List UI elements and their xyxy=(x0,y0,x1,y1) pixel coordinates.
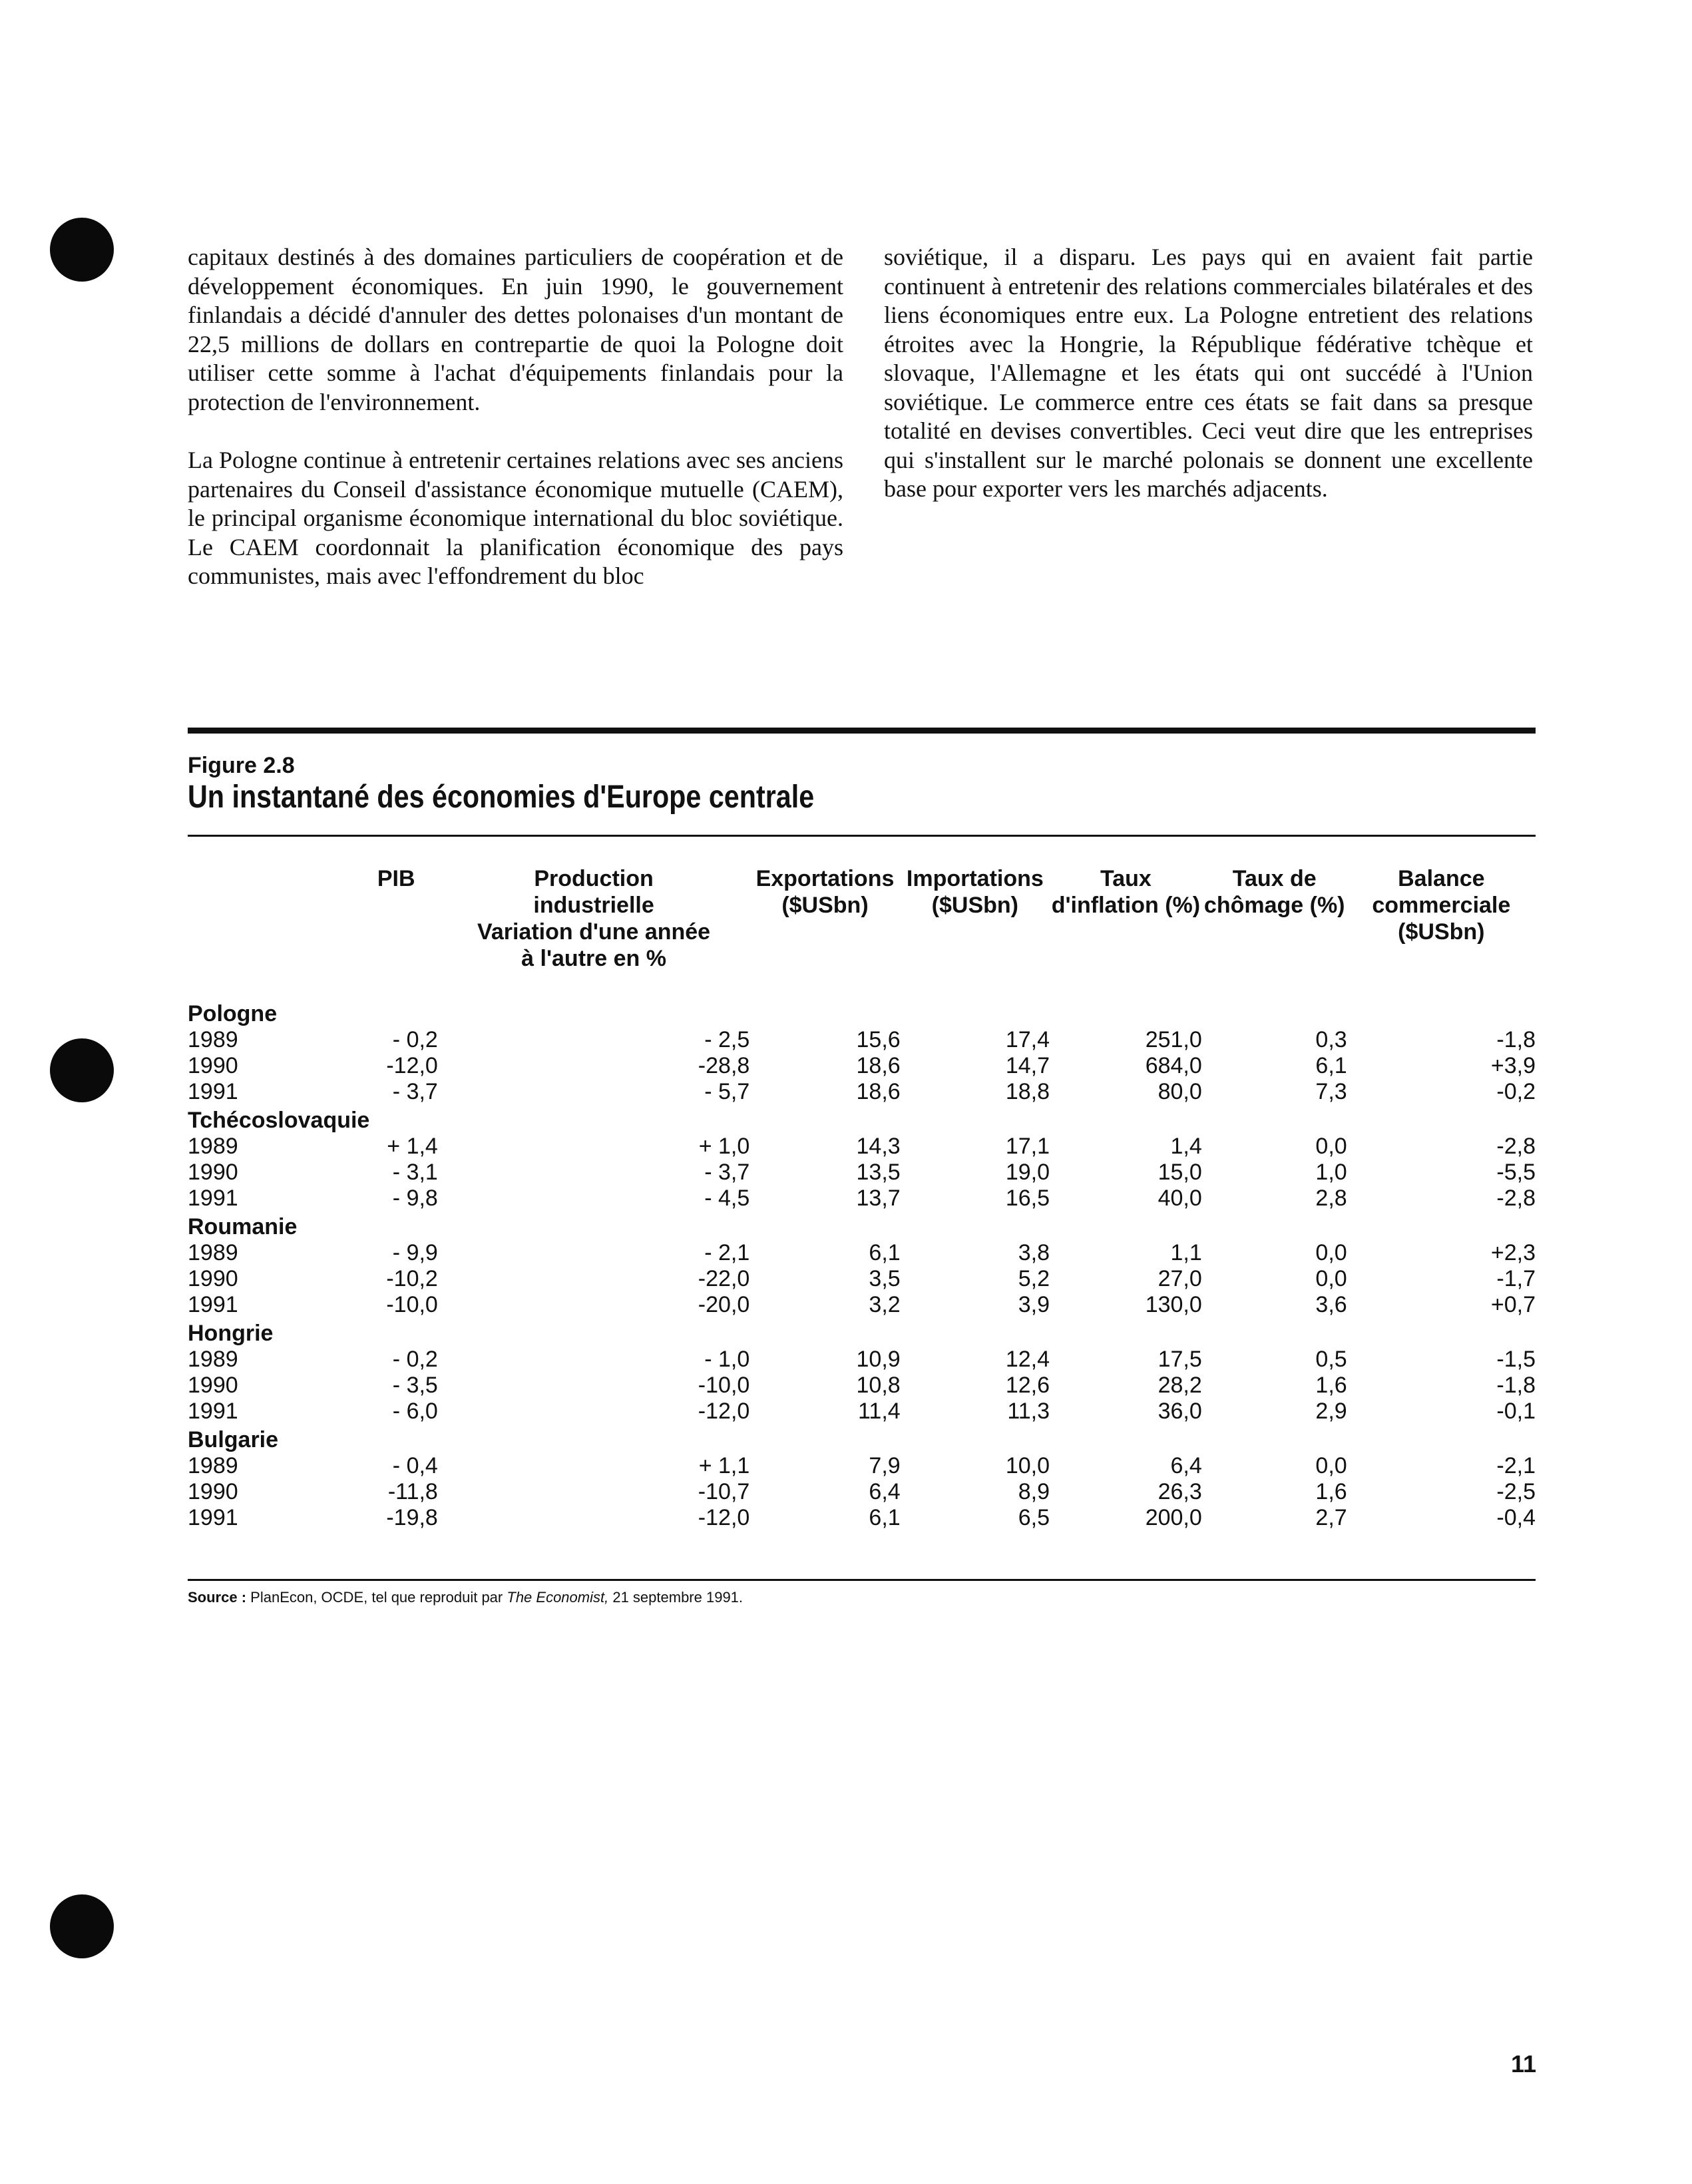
binder-hole-bottom xyxy=(50,1894,114,1958)
column-header-trade-balance: Balance commerciale ($USbn) xyxy=(1372,866,1511,945)
column-header-inflation: Taux d'inflation (%) xyxy=(1051,866,1201,918)
value-cell: -11,8 xyxy=(387,1479,438,1504)
value-cell: + 1,1 xyxy=(698,1453,750,1478)
value-cell: - 9,9 xyxy=(392,1240,438,1265)
country-name: Pologne xyxy=(188,1001,278,1026)
year-cell: 1989 xyxy=(188,1027,238,1052)
table-row-country-header xyxy=(188,1105,1536,1134)
value-cell: 13,7 xyxy=(856,1186,901,1211)
value-cell: 5,2 xyxy=(1018,1266,1050,1291)
value-cell: 8,9 xyxy=(1018,1479,1050,1504)
year-cell: 1990 xyxy=(188,1053,238,1078)
value-cell: 1,1 xyxy=(1170,1240,1202,1265)
year-cell: 1989 xyxy=(188,1240,238,1265)
value-cell: -0,2 xyxy=(1496,1079,1536,1104)
value-cell: -1,5 xyxy=(1496,1347,1536,1372)
source-publication: The Economist, xyxy=(507,1589,609,1606)
table-row xyxy=(188,1134,1536,1160)
table-row xyxy=(188,1373,1536,1399)
value-cell: - 5,7 xyxy=(704,1079,750,1104)
value-cell: 17,4 xyxy=(1005,1027,1050,1052)
value-cell: 0,5 xyxy=(1315,1347,1347,1372)
text-column-right xyxy=(884,243,1533,533)
country-name: Bulgarie xyxy=(188,1427,279,1452)
value-cell: 251,0 xyxy=(1145,1027,1202,1052)
figure-title-rule xyxy=(188,835,1536,837)
table-row xyxy=(188,1240,1536,1266)
paragraph: capitaux destinés à des domaines particuliers de coopération et de développement économiques. En juin 1990, le gouvernement finlandais a décidé d'annuler des dettes polonaises d'un montant de 22,5 millions de dollars en contrepartie de quoi la Pologne doit utiliser cette somme à l'achat d'équipements finlandais pour la protection de l'environnement. xyxy=(188,244,843,415)
value-cell: 18,6 xyxy=(856,1053,901,1078)
table-row xyxy=(188,1266,1536,1292)
column-header-exports: Exportations ($USbn) xyxy=(755,866,895,918)
value-cell: 10,8 xyxy=(856,1373,901,1398)
value-cell: -2,5 xyxy=(1496,1479,1536,1504)
figure-bottom-rule xyxy=(188,1579,1536,1581)
country-name: Roumanie xyxy=(188,1214,298,1239)
figure-title: Un instantané des économies d'Europe centrale xyxy=(188,779,815,815)
table-row xyxy=(188,1079,1536,1105)
value-cell: - 0,4 xyxy=(392,1453,438,1478)
binder-hole-top xyxy=(50,218,114,282)
value-cell: - 3,1 xyxy=(392,1160,438,1185)
value-cell: -0,1 xyxy=(1496,1399,1536,1424)
value-cell: 28,2 xyxy=(1158,1373,1202,1398)
value-cell: - 3,7 xyxy=(704,1160,750,1185)
source-text: PlanEcon, OCDE, tel que reproduit par xyxy=(250,1589,503,1606)
year-cell: 1991 xyxy=(188,1292,238,1317)
value-cell: - 9,8 xyxy=(392,1186,438,1211)
value-cell: 27,0 xyxy=(1158,1266,1202,1291)
value-cell: 1,4 xyxy=(1170,1134,1202,1159)
table-row xyxy=(188,1053,1536,1079)
table-row xyxy=(188,1399,1536,1424)
value-cell: - 6,0 xyxy=(392,1399,438,1424)
value-cell: 6,5 xyxy=(1018,1505,1050,1530)
value-cell: 10,9 xyxy=(856,1347,901,1372)
year-cell: 1990 xyxy=(188,1160,238,1185)
country-name: Tchécoslovaquie xyxy=(188,1108,370,1133)
table-row xyxy=(188,1186,1536,1211)
column-header-imports: Importations ($USbn) xyxy=(906,866,1044,918)
value-cell: 11,3 xyxy=(1007,1399,1050,1424)
value-cell: 40,0 xyxy=(1158,1186,1202,1211)
table-row-country-header xyxy=(188,1318,1536,1347)
year-cell: 1990 xyxy=(188,1266,238,1291)
column-header-pib: PIB xyxy=(377,866,415,891)
text-column-left xyxy=(188,243,843,620)
column-header-unemployment: Taux de chômage (%) xyxy=(1203,866,1345,918)
value-cell: 12,4 xyxy=(1005,1347,1050,1372)
value-cell: 6,1 xyxy=(1315,1053,1347,1078)
year-cell: 1991 xyxy=(188,1079,238,1104)
value-cell: - 0,2 xyxy=(392,1347,438,1372)
value-cell: 0,3 xyxy=(1315,1027,1347,1052)
value-cell: -2,8 xyxy=(1496,1186,1536,1211)
paragraph: soviétique, il a disparu. Les pays qui en avaient fait partie continuent à entretenir des relations commerciales bilatérales et des liens économiques entre eux. La Pologne entretient des relations étroites avec la Hongrie, la République fédérative tchèque et slovaque, l'Allemagne et les états qui ont succédé à l'Union soviétique. Le commerce entre ces états se fait dans sa presque totalité en devises convertibles. Ceci veut dire que les entreprises qui s'installent sur le marché polonais se donnent une excellente base pour exporter vers les marchés adjacents. xyxy=(884,244,1533,502)
column-header-industrial-production: Production industrielle Variation d'une année à l'autre en % xyxy=(477,866,711,971)
year-cell: 1990 xyxy=(188,1373,238,1398)
value-cell: 0,0 xyxy=(1315,1134,1347,1159)
value-cell: -1,8 xyxy=(1496,1373,1536,1398)
value-cell: 684,0 xyxy=(1145,1053,1202,1078)
value-cell: 17,1 xyxy=(1005,1134,1050,1159)
year-cell: 1991 xyxy=(188,1399,238,1424)
table-row xyxy=(188,1453,1536,1479)
source-date: 21 septembre 1991. xyxy=(612,1589,743,1606)
value-cell: 2,7 xyxy=(1315,1505,1347,1530)
value-cell: -5,5 xyxy=(1496,1160,1536,1185)
value-cell: - 3,7 xyxy=(392,1079,438,1104)
table-row xyxy=(188,1292,1536,1318)
year-cell: 1989 xyxy=(188,1453,238,1478)
value-cell: - 4,5 xyxy=(704,1186,750,1211)
table-row-country-header xyxy=(188,998,1536,1027)
table-row xyxy=(188,1505,1536,1531)
value-cell: 15,0 xyxy=(1158,1160,1202,1185)
value-cell: -10,7 xyxy=(698,1479,750,1504)
table-row xyxy=(188,1160,1536,1186)
year-cell: 1991 xyxy=(188,1186,238,1211)
value-cell: -2,1 xyxy=(1496,1453,1536,1478)
value-cell: -20,0 xyxy=(698,1292,750,1317)
value-cell: 17,5 xyxy=(1158,1347,1202,1372)
value-cell: -0,4 xyxy=(1496,1505,1536,1530)
value-cell: - 3,5 xyxy=(392,1373,438,1398)
value-cell: -10,0 xyxy=(386,1292,438,1317)
value-cell: -28,8 xyxy=(698,1053,750,1078)
binder-hole-middle xyxy=(50,1038,114,1102)
column-header-country xyxy=(188,865,355,998)
value-cell: 0,0 xyxy=(1315,1453,1347,1478)
value-cell: -1,7 xyxy=(1496,1266,1536,1291)
figure-label: Figure 2.8 xyxy=(188,753,295,778)
value-cell: 200,0 xyxy=(1145,1505,1202,1530)
value-cell: 3,9 xyxy=(1018,1292,1050,1317)
value-cell: 80,0 xyxy=(1158,1079,1202,1104)
value-cell: 2,8 xyxy=(1315,1186,1347,1211)
value-cell: 14,3 xyxy=(856,1134,901,1159)
year-cell: 1989 xyxy=(188,1134,238,1159)
value-cell: 3,2 xyxy=(869,1292,901,1317)
year-cell: 1989 xyxy=(188,1347,238,1372)
value-cell: +2,3 xyxy=(1490,1240,1536,1265)
table-row xyxy=(188,1479,1536,1505)
value-cell: 7,3 xyxy=(1315,1079,1347,1104)
value-cell: 3,8 xyxy=(1018,1240,1050,1265)
year-cell: 1991 xyxy=(188,1505,238,1530)
value-cell: 7,9 xyxy=(869,1453,901,1478)
value-cell: 12,6 xyxy=(1005,1373,1050,1398)
economies-table xyxy=(188,865,1536,1531)
table-row xyxy=(188,1027,1536,1053)
value-cell: 26,3 xyxy=(1158,1479,1202,1504)
value-cell: 1,0 xyxy=(1315,1160,1347,1185)
table-row xyxy=(188,1347,1536,1373)
value-cell: 3,5 xyxy=(869,1266,901,1291)
value-cell: 0,0 xyxy=(1315,1240,1347,1265)
value-cell: 130,0 xyxy=(1145,1292,1202,1317)
value-cell: - 1,0 xyxy=(704,1347,750,1372)
value-cell: -2,8 xyxy=(1496,1134,1536,1159)
value-cell: 6,4 xyxy=(1170,1453,1202,1478)
value-cell: 15,6 xyxy=(856,1027,901,1052)
value-cell: 1,6 xyxy=(1315,1479,1347,1504)
paragraph: La Pologne continue à entretenir certaines relations avec ses anciens partenaires du Conseil d'assistance économique mutuelle (CAEM), le principal organisme économique international du bloc soviétique. Le CAEM coordonnait la planification économique des pays communistes, mais avec l'effondrement du bloc xyxy=(188,447,843,589)
source-label: Source : xyxy=(188,1589,247,1606)
value-cell: -22,0 xyxy=(698,1266,750,1291)
value-cell: 2,9 xyxy=(1315,1399,1347,1424)
value-cell: -12,0 xyxy=(698,1505,750,1530)
value-cell: 36,0 xyxy=(1158,1399,1202,1424)
value-cell: 0,0 xyxy=(1315,1266,1347,1291)
table-row-country-header xyxy=(188,1424,1536,1453)
value-cell: 18,8 xyxy=(1005,1079,1050,1104)
value-cell: 1,6 xyxy=(1315,1373,1347,1398)
value-cell: 18,6 xyxy=(856,1079,901,1104)
page-number: 11 xyxy=(1511,2050,1537,2077)
value-cell: 10,0 xyxy=(1005,1453,1050,1478)
figure-source xyxy=(188,1589,743,1606)
value-cell: 3,6 xyxy=(1315,1292,1347,1317)
value-cell: 13,5 xyxy=(856,1160,901,1185)
value-cell: 6,1 xyxy=(869,1505,901,1530)
country-name: Hongrie xyxy=(188,1321,274,1346)
value-cell: -10,0 xyxy=(698,1373,750,1398)
value-cell: +3,9 xyxy=(1490,1053,1536,1078)
value-cell: -1,8 xyxy=(1496,1027,1536,1052)
value-cell: +0,7 xyxy=(1490,1292,1536,1317)
value-cell: 6,1 xyxy=(869,1240,901,1265)
value-cell: -12,0 xyxy=(386,1053,438,1078)
value-cell: + 1,4 xyxy=(387,1134,438,1159)
value-cell: 11,4 xyxy=(858,1399,901,1424)
value-cell: -10,2 xyxy=(386,1266,438,1291)
value-cell: 6,4 xyxy=(869,1479,901,1504)
value-cell: - 0,2 xyxy=(392,1027,438,1052)
figure-top-rule xyxy=(188,728,1536,734)
table-body xyxy=(188,998,1536,1531)
value-cell: - 2,5 xyxy=(704,1027,750,1052)
table-row-country-header xyxy=(188,1211,1536,1240)
value-cell: - 2,1 xyxy=(704,1240,750,1265)
year-cell: 1990 xyxy=(188,1479,238,1504)
value-cell: 14,7 xyxy=(1005,1053,1050,1078)
value-cell: + 1,0 xyxy=(698,1134,750,1159)
value-cell: -19,8 xyxy=(386,1505,438,1530)
table-header-row xyxy=(188,865,1536,998)
value-cell: -12,0 xyxy=(698,1399,750,1424)
value-cell: 16,5 xyxy=(1005,1186,1050,1211)
value-cell: 19,0 xyxy=(1005,1160,1050,1185)
